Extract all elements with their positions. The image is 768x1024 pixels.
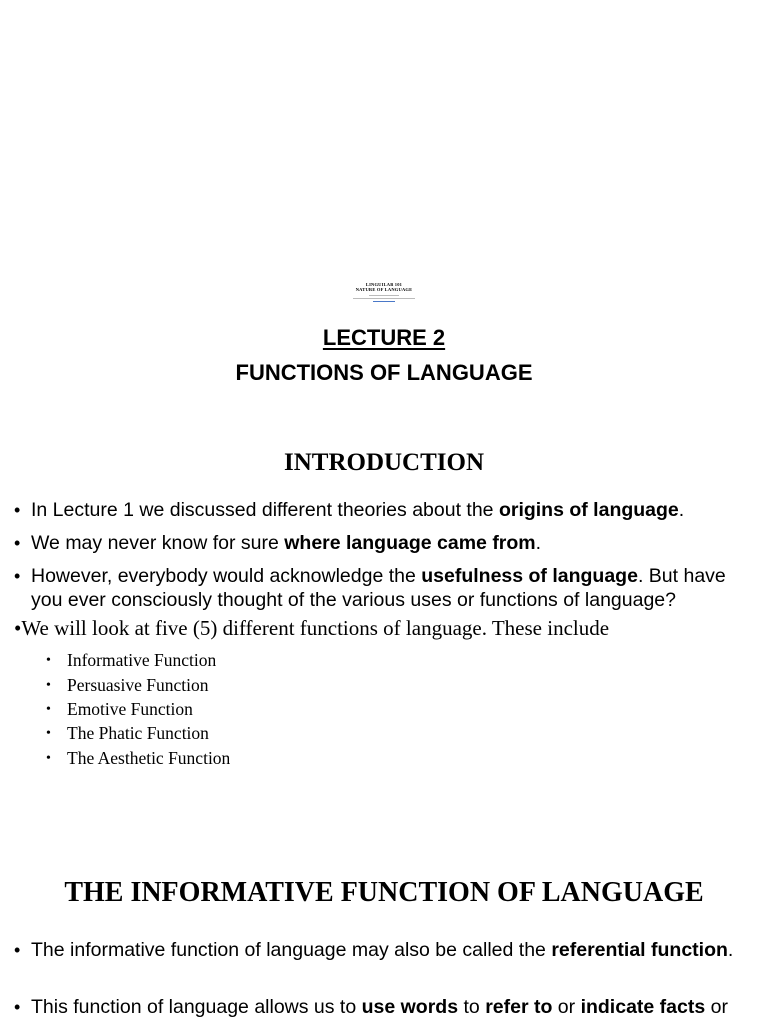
bullet-icon: • [46, 652, 51, 668]
info-line [353, 298, 415, 299]
bullet-text: We may never know for sure where language came from. [31, 532, 542, 554]
five-functions-line [14, 615, 754, 641]
list-item [14, 995, 754, 1019]
function-name: Persuasive Function [67, 675, 209, 695]
bullet-icon: • [14, 566, 21, 586]
list-item [14, 938, 754, 962]
bullet-text: However, everybody would acknowledge the usefulness of language. But have you ever consciously thought of the various uses or functions of language? [31, 565, 726, 611]
function-name: Emotive Function [67, 699, 193, 719]
bullet-icon: • [46, 701, 51, 717]
bullet-text: In Lecture 1 we discussed different theories about the origins of language. [31, 499, 685, 521]
informative-heading: THE INFORMATIVE FUNCTION OF LANGUAGE [64, 877, 704, 908]
bullet-icon: • [14, 500, 21, 520]
lecture-title: FUNCTIONS OF LANGUAGE [235, 360, 533, 385]
course-code: LINGUILAB 101 [365, 282, 403, 287]
lecture-number: LECTURE 2 [322, 325, 446, 350]
bullet-icon: • [46, 677, 51, 693]
list-item [14, 498, 754, 522]
course-header [0, 282, 768, 302]
five-functions-text: We will look at five (5) different functions of language. These include [21, 616, 610, 640]
bullet-text: The informative function of language may also be called the referential function. [31, 939, 734, 961]
bullet-icon: • [14, 616, 22, 640]
list-item [46, 675, 208, 696]
introduction-heading: INTRODUCTION [283, 449, 485, 476]
link-line [373, 301, 395, 302]
function-name: Informative Function [67, 650, 217, 670]
list-item [46, 723, 209, 744]
bullet-icon: • [46, 725, 51, 741]
author-line [369, 295, 399, 296]
list-item [14, 564, 754, 612]
list-item [46, 650, 216, 671]
function-name: The Aesthetic Function [67, 748, 231, 768]
course-title: NATURE OF LANGUAGE [355, 287, 413, 292]
list-item [46, 748, 230, 769]
bullet-icon: • [46, 750, 51, 766]
function-name: The Phatic Function [67, 723, 209, 743]
list-item [46, 699, 193, 720]
bullet-icon: • [14, 997, 21, 1017]
bullet-icon: • [14, 940, 21, 960]
list-item [14, 531, 754, 555]
bullet-icon: • [14, 533, 21, 553]
bullet-text: This function of language allows us to use words to refer to or indicate facts or [31, 996, 728, 1018]
